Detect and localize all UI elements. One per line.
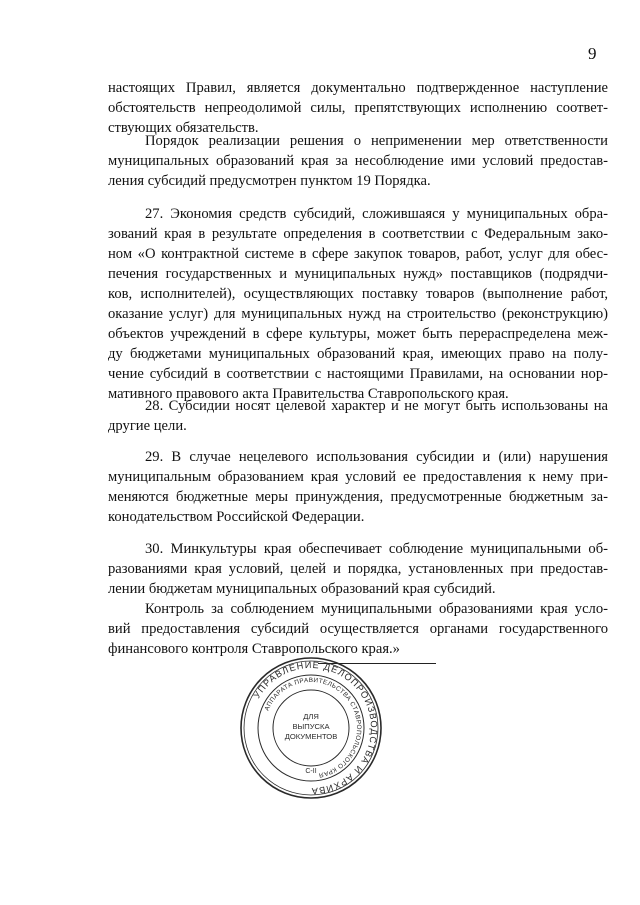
text-line: вий предоставления субсидий осуществляется органами государственного	[108, 621, 608, 637]
text-line: зований края в результате определения в соответствии с Федеральным зако-	[108, 226, 608, 242]
text-line: обстоятельств непреодолимой силы, препятствующих исполнению соответ-	[108, 100, 608, 116]
stamp-center-line: ДОКУМЕНТОВ	[284, 732, 338, 741]
text-line: Контроль за соблюдением муниципальными образованиями края усло-	[145, 601, 608, 617]
text-line: меняются бюджетные меры принуждения, предусмотренные бюджетным за-	[108, 489, 608, 505]
text-line: финансового контроля Ставропольского края.»	[108, 641, 400, 657]
text-line: чение субсидий в соответствии с настоящими Правилами, на основании нор-	[108, 366, 608, 382]
text-line: ствующих обязательств.	[108, 120, 259, 136]
text-line: другие цели.	[108, 418, 187, 434]
text-line: объектов учреждений в сфере культуры, может быть перераспределена меж-	[108, 326, 608, 342]
stamp-center-line: ВЫПУСКА	[292, 722, 330, 731]
text-line: лении бюджетам муниципальных образований края субсидий.	[108, 581, 496, 597]
stamp-center-line: ДЛЯ	[303, 712, 319, 721]
text-line: оказание услуг) для муниципальных нужд на строительство (реконструкцию)	[108, 306, 608, 322]
official-stamp	[238, 655, 384, 801]
text-line: ном «О контрактной системе в сфере закупок товаров, работ, услуг для обес-	[108, 246, 608, 262]
text-line: 29. В случае нецелевого использования субсидии и (или) нарушения	[145, 449, 608, 465]
text-line: разованиями края условий, целей и порядка, установленных при предостав-	[108, 561, 608, 577]
text-line: муниципальных образований края за несоблюдение ими условий предостав-	[108, 153, 608, 169]
page-number: 9	[588, 44, 597, 63]
stamp-inner-text: АППАРАТА ПРАВИТЕЛЬСТВА СТАВРОПОЛЬСКОГО КРАЯ	[263, 676, 363, 779]
text-line: 30. Минкультуры края обеспечивает соблюдение муниципальными об-	[145, 541, 608, 557]
text-line: ду бюджетами муниципальных образований края, имеющих право на полу-	[108, 346, 608, 362]
text-line: муниципальным образованием края условий ее предоставления к нему при-	[108, 469, 608, 485]
text-line: Порядок реализации решения о неприменении мер ответственности	[145, 133, 608, 149]
text-line: 27. Экономия средств субсидий, сложившаяся у муниципальных обра-	[145, 206, 608, 222]
stamp-code: С-II	[305, 768, 317, 775]
text-line: мативного правового акта Правительства Ставропольского края.	[108, 386, 509, 402]
text-line: 28. Субсидии носят целевой характер и не могут быть использованы на	[145, 398, 608, 414]
text-line: конодательством Российской Федерации.	[108, 509, 365, 525]
text-line: ков, исполнителей), осуществляющих поставку товаров (выполнение работ,	[108, 286, 608, 302]
text-line: ления субсидий предусмотрен пунктом 19 Порядка.	[108, 173, 431, 189]
text-line: настоящих Правил, является документально подтвержденное наступление	[108, 80, 608, 96]
text-line: печения государственных и муниципальных нужд» поставщиков (подрядчи-	[108, 266, 608, 282]
stamp-outer-text: УПРАВЛЕНИЕ ДЕЛОПРОИЗВОДСТВА И АРХИВА	[251, 659, 380, 797]
